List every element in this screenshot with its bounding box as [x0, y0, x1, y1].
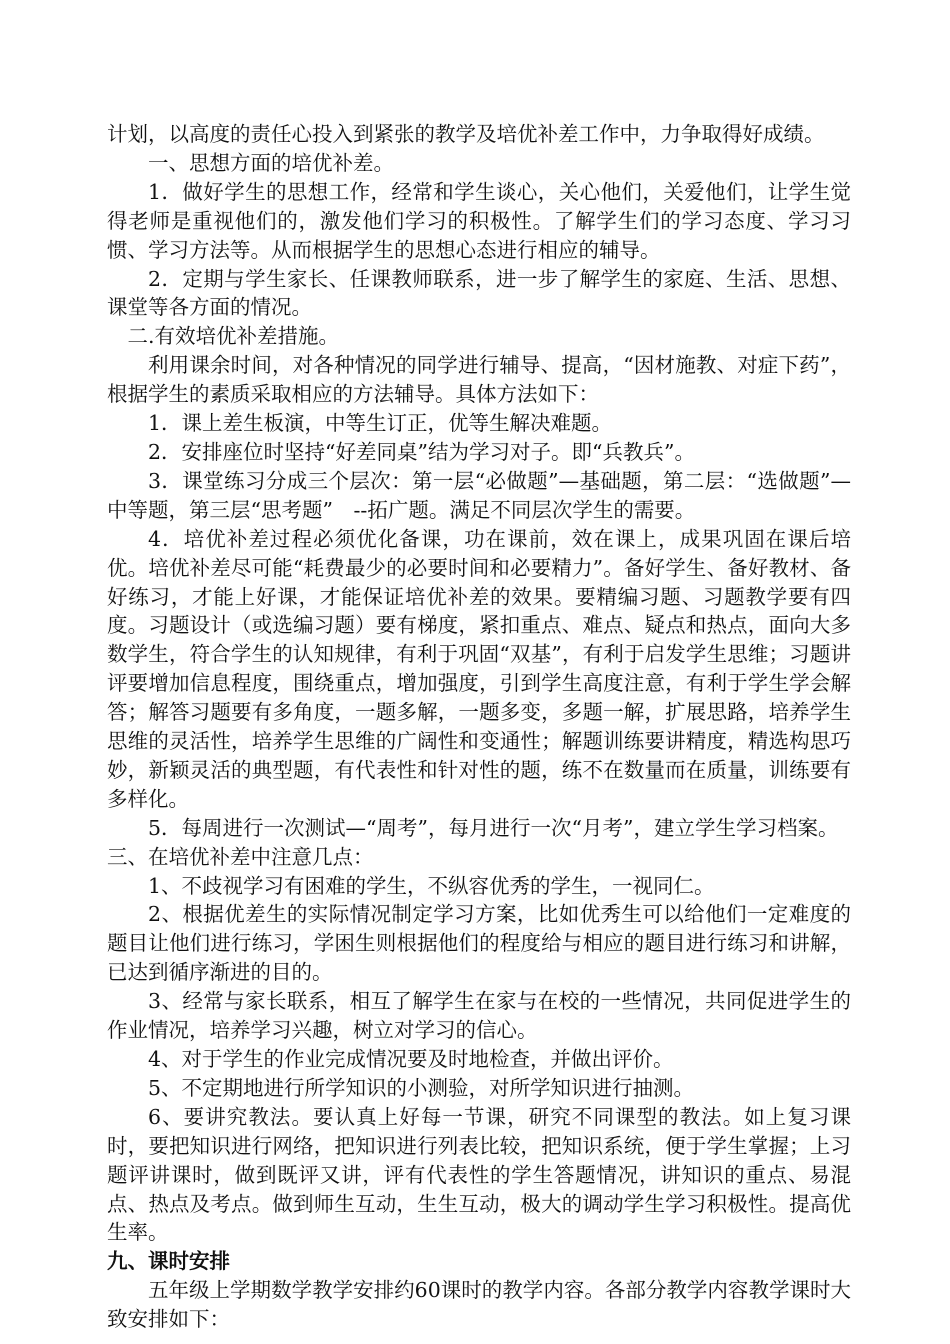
paragraph-note-6: 6、要讲究教法。要认真上好每一节课，研究不同课型的教法。如上复习课时，要把知识进行网络，把知识进行列表比较，把知识系统，便于学生掌握；上习题评讲课时，做到既评又讲，评有代表性的学生答题情况，讲知识的重点、易混点、热点及考点。做到师生互动，生生互动，极大的调动学生学习积极性。提高优生率。 — [107, 1104, 851, 1245]
paragraph-note-3: 3、经常与家长联系，相互了解学生在家与在校的一些情况，共同促进学生的作业情况，培养学习兴趣，树立对学习的信心。 — [107, 989, 851, 1043]
heading-measures: 二.有效培优补差措施。 — [127, 324, 340, 349]
paragraph-note-1: 1、不歧视学习有困难的学生，不纵容优秀的学生，一视同仁。 — [148, 873, 715, 898]
paragraph-ideology-1: 1．做好学生的思想工作，经常和学生谈心，关心他们，关爱他们，让学生觉得老师是重视他们的，激发他们学习的积极性。了解学生们的学习态度、学习习惯、学习方法等。从而根据学生的思想心态进行相应的辅导。 — [107, 179, 851, 262]
heading-schedule: 九、课时安排 — [107, 1249, 230, 1274]
paragraph-schedule: 五年级上学期数学教学安排约60课时的教学内容。各部分教学内容教学课时大致安排如下： — [107, 1278, 851, 1332]
paragraph-measure-2: 2．安排座位时坚持“好差同桌”结为学习对子。即“兵教兵”。 — [148, 439, 695, 464]
paragraph-measure-5: 5．每周进行一次测试—“周考”，每月进行一次“月考”，建立学生学习档案。 — [148, 815, 839, 840]
paragraph-measure-3: 3．课堂练习分成三个层次：第一层“必做题”—基础题，第二层：“选做题”—中等题，第三层“思考题” --拓广题。满足不同层次学生的需要。 — [107, 468, 851, 522]
paragraph-measure-4: 4．培优补差过程必须优化备课，功在课前，效在课上，成果巩固在课后培优。培优补差尽可能“耗费最少的必要时间和必要精力”。备好学生、备好教材、备好练习，才能上好课，才能保证培优补差的效果。要精编习题、习题教学要有四度。习题设计（或选编习题）要有梯度，紧扣重点、难点、疑点和热点，面向大多数学生，符合学生的认知规律，有利于巩固“双基”，有利于启发学生思维；习题讲评要增加信息程度，围绕重点，增加强度，引到学生高度注意，有利于学生学会解答；解答习题要有多角度，一题多解，一题多变，多题一解，扩展思路，培养学生思维的灵活性，培养学生思维的广阔性和变通性；解题训练要讲精度，精选构思巧妙，新颖灵活的典型题，有代表性和针对性的题，练不在数量而在质量，训练要有多样化。 — [107, 526, 851, 811]
paragraph-measure-1: 1．课上差生板演，中等生订正，优等生解决难题。 — [148, 411, 613, 436]
heading-ideology: 一、思想方面的培优补差。 — [148, 150, 394, 175]
paragraph-note-4: 4、对于学生的作业完成情况要及时地检查，并做出评价。 — [148, 1047, 674, 1071]
paragraph-measures-intro: 利用课余时间，对各种情况的同学进行辅导、提高，“因材施教、对症下药”，根据学生的素质采取相应的方法辅导。具体方法如下： — [107, 353, 851, 407]
paragraph-continuation: 计划，以高度的责任心投入到紧张的教学及培优补差工作中，力争取得好成绩。 — [107, 122, 825, 146]
paragraph-note-2: 2、根据优差生的实际情况制定学习方案，比如优秀生可以给他们一定难度的题目让他们进行练习，学困生则根据他们的程度给与相应的题目进行练习和讲解，已达到循序渐进的目的。 — [107, 902, 851, 985]
heading-notes: 三、在培优补差中注意几点： — [107, 844, 374, 869]
paragraph-ideology-2: 2．定期与学生家长、任课教师联系，进一步了解学生的家庭、生活、思想、课堂等各方面的情况。 — [107, 266, 851, 320]
paragraph-note-5: 5、不定期地进行所学知识的小测验，对所学知识进行抽测。 — [148, 1075, 695, 1100]
document-body — [107, 120, 851, 1334]
